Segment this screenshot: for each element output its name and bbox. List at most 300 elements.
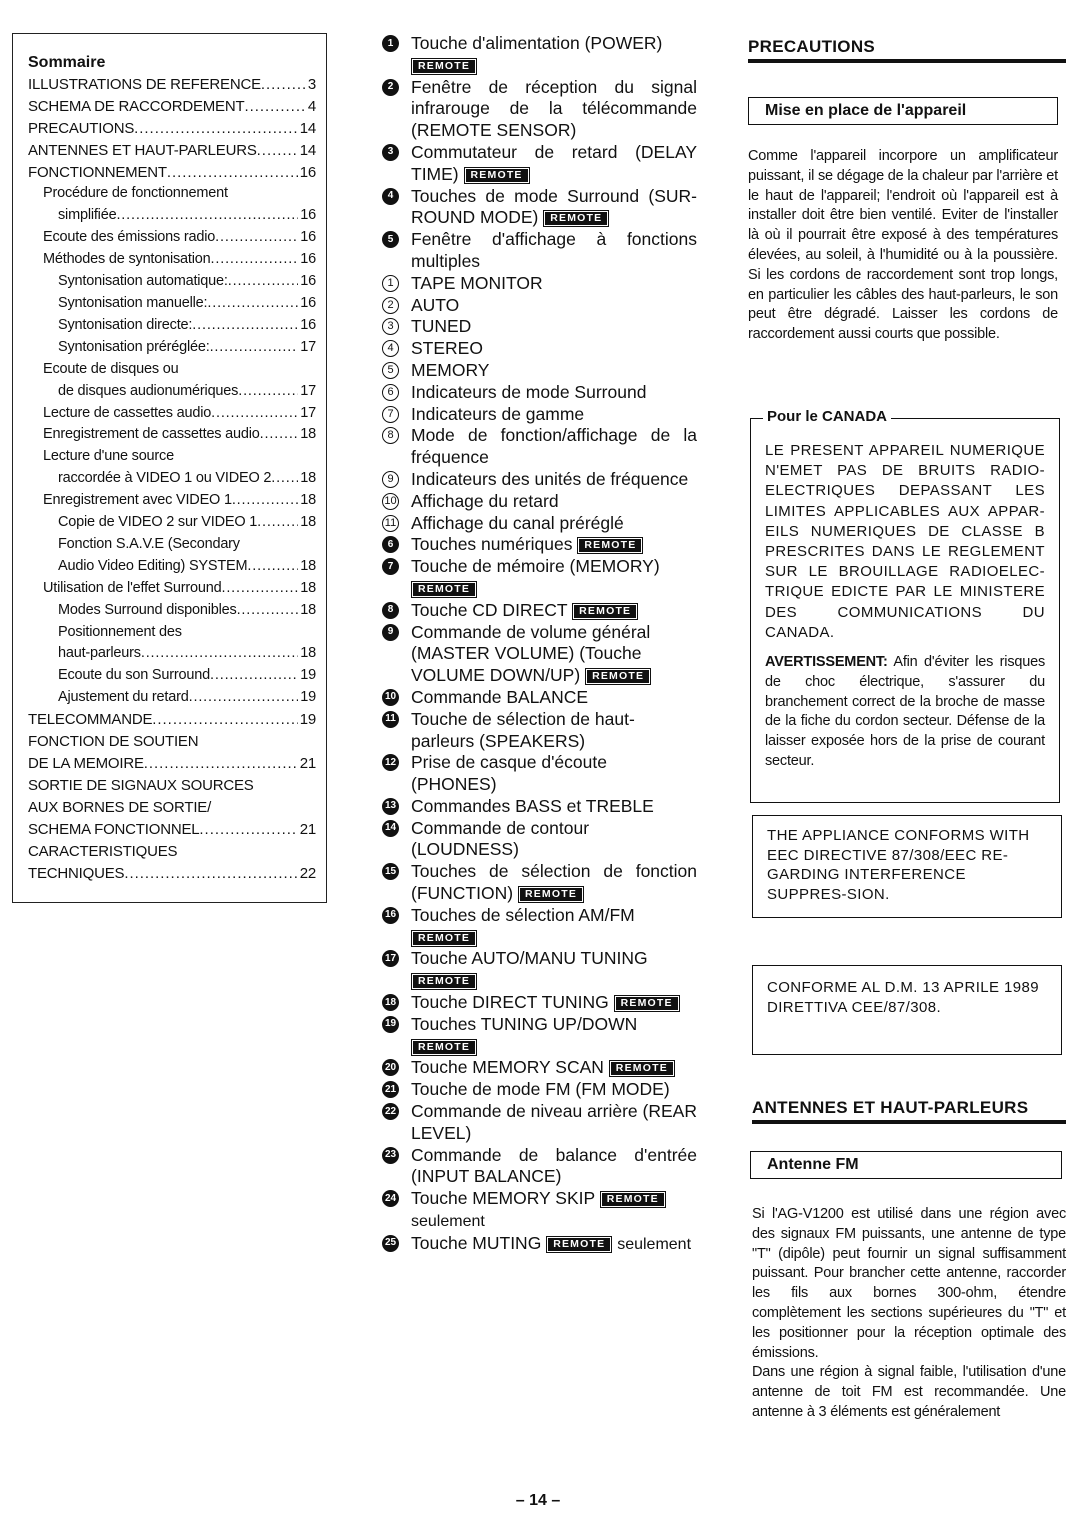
warning-label: AVERTISSEMENT:: [765, 654, 888, 671]
control-item: [382, 382, 697, 404]
toc-entry-title: raccordée à VIDEO 1 ou VIDEO 2: [58, 470, 272, 487]
toc-entry-title: Ecoute de disques ou: [43, 360, 179, 377]
toc-entry: [28, 600, 316, 622]
toc-entry-page: 17: [300, 382, 316, 399]
control-label: Indicateurs de mode Surround: [411, 381, 647, 402]
toc-leader-dots: [211, 403, 298, 425]
toc-entry-page: 16: [300, 207, 316, 224]
toc-leader-dots: [192, 315, 298, 337]
italy-notice-text: CONFORME AL D.M. 13 APRILE 1989 DIRETTIVA CEE/87/308.: [767, 979, 1039, 1016]
toc-entry: [28, 249, 316, 271]
outlined-number-marker: 11: [382, 515, 399, 532]
filled-number-marker: 21: [382, 1081, 399, 1098]
control-item: [382, 1057, 697, 1079]
toc-entry-page: 16: [300, 316, 316, 333]
remote-badge: REMOTE: [543, 210, 609, 227]
toc-title: Sommaire: [28, 54, 106, 71]
toc-entry: [28, 74, 316, 96]
control-label: Touches numériques: [411, 534, 573, 555]
control-item: [382, 600, 697, 622]
toc-entry: [28, 183, 316, 205]
control-label: Fenêtre d'affichage à fonctions multiples: [411, 229, 697, 271]
filled-number-marker: 7: [382, 558, 399, 575]
toc-entry: [28, 643, 316, 665]
toc-leader-dots: [271, 468, 298, 490]
filled-number-marker: 15: [382, 863, 399, 880]
control-label: Touches de sélection de fonction (FUNCTION): [411, 861, 697, 904]
antenne-fm-para1: Si l'AG-V1200 est utilisé dans une région avec des signaux FM puissants, une antenne de type "T" (dipôle) peut fournir un signal suffisamment puissant. Pour brancher cette antenne, raccorder les fils aux bornes 300-ohm, étendre complètement les sections supérieures du "T" et les positionner pour la réception optimale des émissions.: [752, 1206, 1066, 1361]
toc-entry-title: FONCTIONNEMENT: [28, 163, 167, 181]
toc-leader-dots: [124, 863, 297, 885]
control-description: [411, 948, 697, 992]
control-label: MEMORY: [411, 359, 490, 380]
toc-entry-page: 3: [307, 75, 316, 93]
canada-warning: [765, 653, 1045, 772]
toc-entry-page: 16: [300, 273, 316, 290]
eec-notice: [752, 815, 1062, 918]
control-description: [411, 1188, 697, 1233]
control-suffix: seulement: [411, 1213, 485, 1231]
toc-entry-title: DE LA MEMOIRE: [28, 755, 144, 772]
filled-number-marker: 23: [382, 1147, 399, 1164]
control-item: [382, 1101, 697, 1145]
remote-badge: REMOTE: [464, 167, 530, 184]
control-label: Commande de balance d'entrée (INPUT BALANCE): [411, 1144, 697, 1187]
toc-leader-dots: [167, 162, 298, 184]
control-label: Mode de fonction/affichage de la fréquence: [411, 425, 697, 468]
control-label: AUTO: [411, 294, 460, 315]
control-description: [411, 709, 697, 753]
toc-entry: [28, 337, 316, 359]
control-label: Commande de contour (LOUDNESS): [411, 817, 590, 860]
toc-leader-dots: [228, 271, 299, 293]
control-item: [382, 992, 697, 1014]
toc-entry: [28, 490, 316, 512]
remote-badge: REMOTE: [609, 1060, 675, 1077]
control-suffix: seulement: [617, 1235, 692, 1253]
toc-entry-title: Lecture de cassettes audio: [43, 404, 212, 421]
control-label: Affichage du canal préréglé: [411, 512, 624, 533]
toc-leader-dots: [144, 753, 298, 775]
filled-number-marker: 19: [382, 1016, 399, 1033]
toc-entry-page: 18: [300, 470, 316, 487]
toc-leader-dots: [257, 140, 298, 162]
control-item: [382, 687, 697, 709]
control-label: Touches de mode Surround (SUR-ROUND MODE): [411, 185, 697, 228]
control-description: [411, 1101, 697, 1145]
toc-entry-page: 4: [307, 97, 316, 115]
outlined-number-marker: 10: [382, 493, 399, 510]
control-label: Touche de mémoire (MEMORY): [411, 556, 660, 577]
toc-entry: [28, 446, 316, 468]
control-item: [382, 534, 697, 556]
control-label: Touche CD DIRECT: [411, 599, 568, 620]
remote-badge: REMOTE: [411, 1039, 477, 1056]
toc-entry: [28, 709, 316, 731]
control-item: [382, 556, 697, 600]
control-description: [411, 469, 697, 491]
remote-badge: REMOTE: [577, 537, 643, 554]
control-description: [411, 382, 697, 404]
control-description: [411, 229, 697, 273]
control-description: [411, 33, 697, 77]
toc-entry-title: de disques audionumériques: [58, 382, 239, 399]
filled-number-marker: 10: [382, 689, 399, 706]
toc-entry-page: 18: [300, 557, 316, 574]
control-item: [382, 425, 697, 469]
remote-badge: REMOTE: [614, 995, 680, 1012]
control-item: [382, 33, 697, 77]
toc-entry: [28, 775, 316, 797]
outlined-number-marker: 2: [382, 297, 399, 314]
toc-entry-title: simplifiée: [58, 207, 117, 224]
toc-leader-dots: [141, 643, 298, 665]
page-number: – 14 –: [515, 1492, 561, 1509]
filled-number-marker: 18: [382, 994, 399, 1011]
control-item: [382, 186, 697, 230]
toc-entry-page: 18: [300, 579, 316, 596]
control-label: Commutateur de retard (DELAY TIME): [411, 141, 697, 184]
toc-entry: [28, 622, 316, 644]
control-item: [382, 948, 697, 992]
toc-entry: [28, 140, 316, 162]
toc-entry-page: 21: [299, 755, 316, 772]
control-label: TUNED: [411, 316, 472, 337]
toc-entry-title: Syntonisation automatique:: [58, 273, 228, 290]
toc-entry: [28, 468, 316, 490]
control-description: [411, 360, 697, 382]
toc-entry: [28, 534, 316, 556]
toc-entry-title: SORTIE DE SIGNAUX SOURCES: [28, 776, 254, 794]
control-description: [411, 491, 697, 513]
control-item: [382, 491, 697, 513]
toc-entry-title: Syntonisation préréglée:: [58, 338, 210, 355]
italy-notice: [752, 965, 1062, 1055]
toc-entry-title: SCHEMA DE RACCORDEMENT: [28, 97, 245, 115]
outlined-number-marker: 6: [382, 384, 399, 401]
filled-number-marker: 1: [382, 35, 399, 52]
filled-number-marker: 20: [382, 1059, 399, 1076]
filled-number-marker: 22: [382, 1103, 399, 1120]
toc-entry-page: 18: [300, 514, 316, 531]
toc-leader-dots: [257, 512, 298, 534]
control-label: Touche MUTING: [411, 1232, 542, 1253]
toc-leader-dots: [261, 74, 306, 96]
placement-subheading: Mise en place de l'appareil: [748, 97, 1058, 125]
filled-number-marker: 12: [382, 754, 399, 771]
toc-leader-dots: [189, 687, 299, 709]
toc-entry: [28, 403, 316, 425]
toc-entry-page: 21: [299, 820, 316, 838]
remote-badge: REMOTE: [600, 1191, 666, 1208]
filled-number-marker: 17: [382, 950, 399, 967]
toc-entry: [28, 118, 316, 140]
toc-entry: [28, 687, 316, 709]
toc-entry-title: Enregistrement de cassettes audio: [43, 426, 260, 443]
control-label: Touche DIRECT TUNING: [411, 992, 609, 1013]
control-description: [411, 338, 697, 360]
toc-entry: [28, 863, 316, 885]
outlined-number-marker: 5: [382, 362, 399, 379]
filled-number-marker: 5: [382, 231, 399, 248]
eec-notice-text: THE APPLIANCE CONFORMS WITH EEC DIRECTIVE 87/308/EEC RE-GARDING INTERFERENCE SUPPRES-SION.: [767, 827, 1030, 903]
toc-entry-page: 18: [300, 492, 316, 509]
toc-leader-dots: [232, 490, 298, 512]
filled-number-marker: 13: [382, 798, 399, 815]
toc-leader-dots: [116, 205, 298, 227]
control-label: Touche AUTO/MANU TUNING: [411, 948, 648, 969]
toc-entry-page: 16: [300, 251, 316, 268]
control-description: [411, 752, 697, 796]
control-label: Touches de sélection AM/FM: [411, 904, 635, 925]
toc-entry: [28, 424, 316, 446]
canada-legend: Pour le CANADA: [763, 408, 891, 425]
toc-entry: [28, 819, 316, 841]
antennes-heading: ANTENNES ET HAUT-PARLEURS: [752, 1098, 1066, 1124]
toc-entry: [28, 556, 316, 578]
toc-entry-title: Enregistrement avec VIDEO 1: [43, 492, 232, 509]
control-description: [411, 295, 697, 317]
toc-entry: [28, 797, 316, 819]
table-of-contents: [12, 33, 327, 903]
toc-leader-dots: [237, 600, 299, 622]
toc-entry: [28, 731, 316, 753]
control-description: [411, 1233, 697, 1256]
control-item: [382, 1188, 697, 1233]
control-label: Indicateurs de gamme: [411, 403, 585, 424]
toc-entry-title: Lecture d'une source: [43, 448, 174, 465]
toc-leader-dots: [260, 424, 299, 446]
control-description: [411, 622, 697, 687]
control-label: Fenêtre de réception du signal infrarouge de la télécommande (REMOTE SENSOR): [411, 76, 697, 141]
outlined-number-marker: 3: [382, 318, 399, 335]
control-description: [411, 1079, 697, 1101]
toc-leader-dots: [247, 556, 298, 578]
filled-number-marker: 2: [382, 79, 399, 96]
control-item: [382, 142, 697, 186]
toc-leader-dots: [207, 293, 298, 315]
toc-leader-dots: [215, 227, 298, 249]
control-label: Commandes BASS et TREBLE: [411, 795, 654, 816]
toc-entry-title: Fonction S.A.V.E (Secondary: [58, 535, 240, 552]
toc-entry: [28, 512, 316, 534]
control-description: [411, 992, 697, 1014]
toc-entry-page: 19: [299, 711, 316, 729]
toc-entry-page: 16: [300, 229, 316, 246]
control-description: [411, 273, 697, 295]
remote-badge: REMOTE: [546, 1236, 612, 1253]
toc-entry-title: Ecoute des émissions radio: [43, 229, 216, 246]
toc-entry-title: Ajustement du retard: [58, 689, 189, 706]
canada-notice: [750, 408, 1060, 803]
control-label: Affichage du retard: [411, 490, 559, 511]
toc-entry-title: Procédure de fonctionnement: [43, 185, 228, 202]
control-label: STEREO: [411, 338, 483, 359]
toc-entry-title: ANTENNES ET HAUT-PARLEURS: [28, 141, 257, 159]
toc-leader-dots: [210, 337, 299, 359]
control-item: [382, 1014, 697, 1058]
toc-entry-page: 18: [300, 601, 316, 618]
toc-entry-title: Méthodes de syntonisation: [43, 251, 211, 268]
filled-number-marker: 8: [382, 602, 399, 619]
control-label: TAPE MONITOR: [411, 272, 543, 293]
control-item: [382, 752, 697, 796]
filled-number-marker: 3: [382, 144, 399, 161]
toc-entry-page: 14: [299, 119, 316, 137]
toc-entry-title: TECHNIQUES: [28, 864, 125, 882]
remote-badge: REMOTE: [411, 58, 477, 75]
control-description: [411, 861, 697, 905]
control-item: [382, 709, 697, 753]
toc-entry: [28, 162, 316, 184]
toc-entry-title: SCHEMA FONCTIONNEL: [28, 820, 200, 838]
control-item: [382, 338, 697, 360]
toc-leader-dots: [221, 578, 298, 600]
control-description: [411, 818, 697, 862]
control-label: Touche MEMORY SKIP: [411, 1188, 595, 1209]
controls-list: [382, 33, 697, 1256]
outlined-number-marker: 4: [382, 340, 399, 357]
toc-entry-page: 17: [300, 404, 316, 421]
control-item: [382, 273, 697, 295]
antenne-fm-subheading: Antenne FM: [750, 1151, 1062, 1179]
remote-badge: REMOTE: [572, 603, 638, 620]
control-description: [411, 905, 697, 949]
control-label: Indicateurs des unités de fréquence: [411, 468, 689, 489]
control-description: [411, 600, 697, 622]
toc-entry: [28, 578, 316, 600]
toc-entry-page: 14: [299, 141, 316, 159]
toc-entry-title: haut-parleurs: [58, 645, 141, 662]
remote-badge: REMOTE: [411, 581, 477, 598]
filled-number-marker: 6: [382, 536, 399, 553]
toc-entry-page: 19: [300, 689, 316, 706]
remote-badge: REMOTE: [518, 886, 584, 903]
control-item: [382, 818, 697, 862]
toc-entry-title: Copie de VIDEO 2 sur VIDEO 1: [58, 514, 258, 531]
control-item: [382, 295, 697, 317]
toc-entry: [28, 205, 316, 227]
control-description: [411, 186, 697, 230]
toc-entry-page: 16: [300, 294, 316, 311]
toc-entry: [28, 96, 316, 118]
outlined-number-marker: 8: [382, 427, 399, 444]
control-label: Touche de mode FM (FM MODE): [411, 1079, 670, 1100]
control-description: [411, 77, 697, 142]
control-label: Touche MEMORY SCAN: [411, 1057, 604, 1078]
control-description: [411, 316, 697, 338]
control-label: Commande BALANCE: [411, 686, 589, 707]
control-description: [411, 513, 697, 535]
filled-number-marker: 4: [382, 188, 399, 205]
toc-leader-dots: [244, 96, 305, 118]
remote-badge: REMOTE: [411, 930, 477, 947]
toc-entry: [28, 841, 316, 863]
toc-entry: [28, 293, 316, 315]
control-label: Touches TUNING UP/DOWN: [411, 1013, 638, 1034]
remote-badge: REMOTE: [411, 973, 477, 990]
toc-entry: [28, 227, 316, 249]
toc-entry-title: Syntonisation manuelle:: [58, 294, 208, 311]
control-description: [411, 796, 697, 818]
toc-entry-title: Ecoute du son Surround: [58, 667, 210, 684]
toc-leader-dots: [199, 819, 297, 841]
toc-leader-dots: [210, 665, 298, 687]
toc-leader-dots: [211, 249, 299, 271]
outlined-number-marker: 9: [382, 471, 399, 488]
control-item: [382, 1079, 697, 1101]
filled-number-marker: 14: [382, 820, 399, 837]
control-description: [411, 425, 697, 469]
filled-number-marker: 16: [382, 907, 399, 924]
control-item: [382, 622, 697, 687]
toc-entry-page: 17: [300, 338, 316, 355]
antenne-fm-para2: Dans une région à signal faible, l'utilisation d'une antenne de toit FM est recommandée. Une antenne à 3 éléments est généralement: [752, 1364, 1066, 1420]
control-item: [382, 861, 697, 905]
control-description: [411, 1014, 697, 1058]
toc-entry-title: Audio Video Editing) SYSTEM: [58, 557, 248, 574]
toc-entry-title: CARACTERISTIQUES: [28, 842, 178, 860]
outlined-number-marker: 1: [382, 275, 399, 292]
control-description: [411, 1057, 697, 1079]
control-label: Commande de volume général (MASTER VOLUME) (Touche VOLUME DOWN/UP): [411, 621, 651, 686]
control-description: [411, 142, 697, 186]
control-description: [411, 534, 697, 556]
toc-entry: [28, 271, 316, 293]
toc-list: [28, 74, 316, 885]
remote-badge: REMOTE: [585, 668, 651, 685]
toc-entry-title: Modes Surround disponibles: [58, 601, 237, 618]
control-description: [411, 556, 697, 600]
filled-number-marker: 24: [382, 1190, 399, 1207]
outlined-number-marker: 7: [382, 406, 399, 423]
toc-entry-page: 18: [300, 426, 316, 443]
toc-entry: [28, 753, 316, 775]
toc-entry: [28, 381, 316, 403]
toc-entry-title: Syntonisation directe:: [58, 316, 193, 333]
precautions-heading: PRECAUTIONS: [748, 37, 1066, 63]
toc-entry-page: 16: [299, 163, 316, 181]
toc-entry-page: 22: [299, 864, 316, 882]
control-label: Prise de casque d'écoute (PHONES): [411, 752, 607, 795]
canada-text: LE PRESENT APPAREIL NUMERIQUE N'EMET PAS DE BRUITS RADIO-ELECTRIQUES DEPASSANT LES LIMITES APPLICABLES AUX APPAR-EILS NUMERIQUES DE CLASSE B PRESCRITES DANS LE REGLEMENT SUR LE BROUILLAGE RADIOELEC-TRIQUE EDICTE PAR LE MINISTERE DES COMMUNICATIONS DU CANADA.: [765, 442, 1045, 641]
warning-text: Afin d'éviter les risques de choc électrique, s'assurer du branchement correct de la broche de masse de la fiche du cordon secteur. Défense de la laisser exposée hors de la prise de courant secteur.: [765, 654, 1046, 770]
control-description: [411, 687, 697, 709]
toc-entry-title: Utilisation de l'effet Surround: [43, 579, 222, 596]
control-description: [411, 1145, 697, 1189]
toc-entry: [28, 665, 316, 687]
control-item: [382, 1233, 697, 1256]
toc-entry-title: FONCTION DE SOUTIEN: [28, 733, 199, 751]
toc-entry-page: 19: [300, 667, 316, 684]
toc-leader-dots: [152, 709, 297, 731]
control-item: [382, 1145, 697, 1189]
control-item: [382, 404, 697, 426]
control-label: Commande de niveau arrière (REAR LEVEL): [411, 1101, 697, 1143]
toc-entry-title: ILLUSTRATIONS DE REFERENCE: [28, 75, 261, 93]
antenne-fm-text: [752, 1205, 1066, 1423]
filled-number-marker: 25: [382, 1235, 399, 1252]
toc-entry-page: 18: [300, 645, 316, 662]
control-item: [382, 229, 697, 273]
control-label: Touche d'alimentation (POWER): [411, 33, 663, 53]
control-item: [382, 316, 697, 338]
toc-entry: [28, 359, 316, 381]
control-item: [382, 77, 697, 142]
toc-entry-title: PRECAUTIONS: [28, 119, 135, 137]
filled-number-marker: 11: [382, 711, 399, 728]
toc-entry-title: Positionnement des: [58, 623, 182, 640]
